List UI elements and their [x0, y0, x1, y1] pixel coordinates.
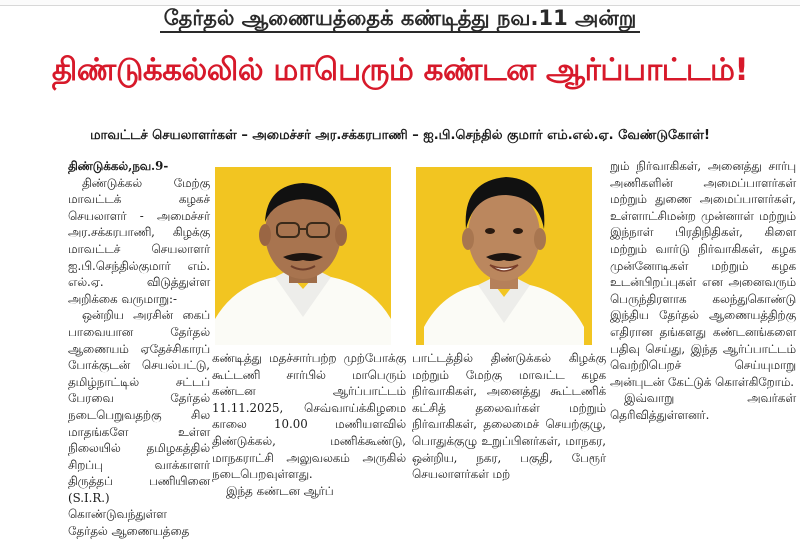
kicker-text: தேர்தல் ஆணையத்தைக் கண்டித்து நவ.11 அன்று [160, 6, 641, 33]
portrait-left-image [215, 167, 391, 345]
paragraph: திண்டுக்கல் மேற்கு மாவட்டக் கழகச் செயலாளர் - அமைச்சர் அர.சக்கரபாணி, கிழக்கு மாவட்டச் செயலாளர் ஐ.பி.செந்தில்குமார் எம். எல்.ஏ. விடுத்துள்ள அறிக்கை வருமாறு:- [68, 175, 210, 306]
paragraph: றும் நிர்வாகிகள், அனைத்து சார்பு அணிகளின் அமைப்பாளர்கள் மற்றும் துணை அமைப்பாளர்கள், உள்ளாட்சிமன்ற முன்னாள் மற்றும் இந்நாள் பிரதிநிதிகள், கிளை மற்றும் வார்டு நிர்வாகிகள், கழக முன்னோடிகள் மற்றும் கழக உடன்பிறப்புகள் என அனைவரும் பெருந்திரளாக கலந்துகொண்டு இந்திய தேர்தல் ஆணையத்திற்கு எதிரான தங்களது கண்டனங்களை பதிவு செய்து, இந்த ஆர்ப்பாட்டம் வெற்றிபெறச் செய்யுமாறு அன்புடன் கேட்டுக் கொள்கிறோம். [610, 159, 796, 389]
paragraph: கண்டித்து மதச்சார்பற்ற முற்போக்கு கூட்டணி சார்பில் மாபெரும் கண்டன ஆர்ப்பாட்டம் 11.11.2025, செவ்வாய்க்கிழமை காலை 10.00 மணியளவில் திண்டுக்கல், மணிக்கூண்டு, மாநகராட்சி அலுவலகம் அருகில் நடைபெறவுள்ளது. [212, 351, 406, 482]
headline: திண்டுக்கல்லில் மாபெரும் கண்டன ஆர்ப்பாட்டம்! [51, 52, 749, 88]
paragraph: பாட்டத்தில் திண்டுக்கல் கிழக்கு மற்றும் மேற்கு மாவட்ட கழக நிர்வாகிகள், அனைத்து கூட்டணிக் கட்சித் தலைவர்கள் மற்றும் நிர்வாகிகள், தலைமைச் செயற்குழு, பொதுக்குழு உறுப்பினர்கள், மாநகர, ஒன்றிய, நகர, பகுதி, பேரூர் செயலாளர்கள் மற் [412, 351, 606, 482]
paragraph: இவ்வாறு அவர்கள் தெரிவித்துள்ளனர். [610, 391, 796, 422]
kicker [0, 6, 800, 33]
article-column-1 [68, 158, 210, 540]
article-column-3 [412, 350, 606, 483]
portrait-right-image [416, 167, 592, 345]
paragraph: ஒன்றிய அரசின் கைப் பாவையான தேர்தல் ஆணையம் ஏதேச்சிகாரப் போக்குடன் செயல்பட்டு, தமிழ்நாட்டில் சட்டப் பேரவை தேர்தல் நடைபெறுவதற்கு சில மாதங்களே உள்ள நிலையில் தமிழகத்தில் சிறப்பு வாக்காளர் திருத்தப் பணியினை (S.I.R.) கொண்டுவந்துள்ள தேர்தல் ஆணையத்தை [68, 308, 210, 539]
subheadline: மாவட்டச் செயலாளர்கள் – அமைச்சர் அர.சக்கரபாணி – ஐ.பி.செந்தில் குமார் எம்.எல்.ஏ. வேண்டுகோள்! [90, 128, 710, 143]
article-column-4 [610, 158, 796, 424]
dateline: திண்டுக்கல்,நவ.9- [68, 159, 169, 173]
photo-portrait-left [215, 167, 391, 345]
article-column-2 [212, 350, 406, 499]
photo-portrait-right [416, 167, 592, 345]
paragraph: இந்த கண்டன ஆர்ப் [226, 483, 334, 498]
